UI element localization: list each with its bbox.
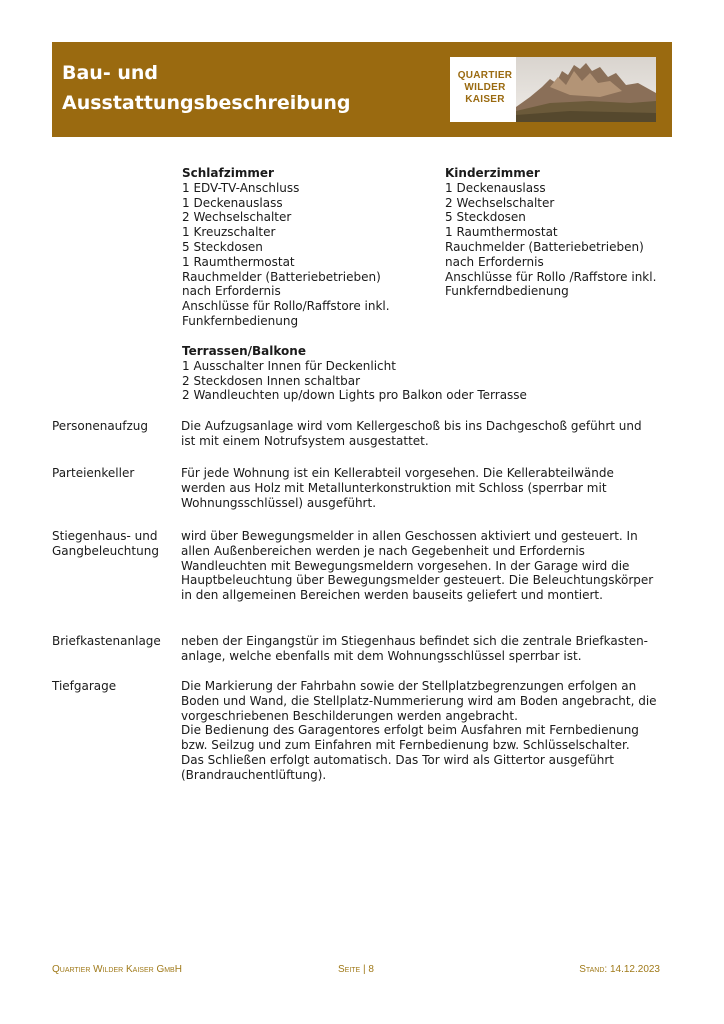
footer-page-number: 8 xyxy=(368,964,374,975)
text-line: Die Bedienung des Garagentores erfolgt beim Ausfahren mit Fernbedienung xyxy=(181,723,639,738)
list-item: nach Erfordernis xyxy=(182,284,281,299)
list-item: Rauchmelder (Batteriebetrieben) xyxy=(445,239,644,254)
list-item: 1 Kreuzschalter xyxy=(182,225,276,240)
section-label-parteienkeller xyxy=(52,466,134,481)
section-text-tiefgarage xyxy=(181,679,671,783)
list-item: Anschlüsse für Rollo /Raffstore inkl. xyxy=(445,269,657,284)
list-item: 2 Steckdosen Innen schaltbar xyxy=(182,373,361,388)
logo-line-1: QUARTIER xyxy=(457,70,513,81)
footer-stand: Stand: 14.12.2023 xyxy=(579,964,660,975)
text-line: Wandleuchten mit Bewegungsmeldern vorgesehen. In der Garage wird die xyxy=(181,558,630,573)
logo-line-2: WILDER xyxy=(464,82,506,93)
text-line: Für jede Wohnung ist ein Kellerabteil vorgesehen. Die Kellerabteilwände xyxy=(181,466,614,480)
label-line: Stiegenhaus- und xyxy=(52,529,158,543)
schlafzimmer-block xyxy=(182,166,390,329)
text-line: anlage, welche ebenfalls mit dem Wohnungsschlüssel sperrbar ist. xyxy=(181,648,582,663)
list-item: Rauchmelder (Batteriebetrieben) xyxy=(182,269,381,284)
text-line: Das Schließen erfolgt automatisch. Das Tor wird als Gittertor ausgeführt xyxy=(181,752,614,767)
footer-company: Quartier Wilder Kaiser GmbH xyxy=(52,964,182,975)
list-item: 1 Ausschalter Innen für Deckenlicht xyxy=(182,358,396,373)
list-item: nach Erfordernis xyxy=(445,254,544,269)
text-line: werden aus Holz mit Metallunterkonstruktion mit Schloss (sperrbar mit xyxy=(181,480,607,495)
text-line: wird über Bewegungsmelder in allen Geschossen aktiviert und gesteuert. In xyxy=(181,529,638,543)
text-line: Wohnungsschlüssel) ausgeführt. xyxy=(181,495,377,510)
text-line: bzw. Seilzug und zum Einfahren mit Fernbedienung bzw. Schlüsselschalter. xyxy=(181,738,630,753)
text-line: in den allgemeinen Bereichen werden bauseits geliefert und montiert. xyxy=(181,588,603,603)
text-line: allen Außenbereichen werden je nach Gegebenheit und Erfordernis xyxy=(181,543,585,558)
title-line-1: Bau- und xyxy=(62,62,158,84)
page-title xyxy=(62,58,351,118)
logo-wordmark xyxy=(454,70,516,106)
header-banner xyxy=(52,42,672,137)
text-line: Boden und Wand, die Stellplatz-Nummerierung wird am Boden angebracht, die xyxy=(181,693,657,708)
terrassen-block xyxy=(182,344,527,403)
section-label-personenaufzug xyxy=(52,419,148,434)
list-item: Anschlüsse für Rollo/Raffstore inkl. xyxy=(182,299,390,314)
list-item: 1 Deckenauslass xyxy=(445,180,546,195)
footer-page-label: Seite | xyxy=(338,964,366,975)
section-text-briefkasten xyxy=(181,634,671,664)
list-item: 1 Raumthermostat xyxy=(445,225,558,240)
list-item: 1 Raumthermostat xyxy=(182,254,295,269)
logo xyxy=(450,57,656,122)
terrassen-heading: Terrassen/Balkone xyxy=(182,344,306,358)
section-label-briefkasten xyxy=(52,634,161,649)
text-line: (Brandrauchentlüftung). xyxy=(181,767,327,782)
footer-page xyxy=(338,964,374,975)
text-line: Hauptbeleuchtung über Bewegungsmelder gesteuert. Die Beleuchtungskörper xyxy=(181,573,654,588)
list-item: 1 Deckenauslass xyxy=(182,195,283,210)
schlafzimmer-heading: Schlafzimmer xyxy=(182,166,274,180)
list-item: 5 Steckdosen xyxy=(182,239,263,254)
section-label-tiefgarage xyxy=(52,679,116,694)
text-line: ist mit einem Notrufsystem ausgestattet. xyxy=(181,433,429,448)
list-item: 2 Wandleuchten up/down Lights pro Balkon oder Terrasse xyxy=(182,388,527,403)
kinderzimmer-block xyxy=(445,166,656,299)
section-text-stiegenhaus xyxy=(181,529,671,603)
text-line: Die Markierung der Fahrbahn sowie der Stellplatzbegrenzungen erfolgen an xyxy=(181,679,637,693)
label-line: Gangbeleuchtung xyxy=(52,543,159,558)
label-line: Parteienkeller xyxy=(52,466,135,480)
title-line-2: Ausstattungsbeschreibung xyxy=(62,92,351,114)
section-label-stiegenhaus xyxy=(52,529,159,559)
kinderzimmer-heading: Kinderzimmer xyxy=(445,166,540,180)
label-line: Personenaufzug xyxy=(52,419,149,433)
section-text-personenaufzug xyxy=(181,419,671,449)
label-line: Briefkastenanlage xyxy=(52,634,161,648)
section-text-parteienkeller xyxy=(181,466,671,510)
text-line: vorgeschriebenen Beschilderungen werden angebracht. xyxy=(181,708,518,723)
page-footer xyxy=(52,964,672,980)
logo-line-3: KAISER xyxy=(465,94,505,105)
text-line: neben der Eingangstür im Stiegenhaus befindet sich die zentrale Briefkasten- xyxy=(181,634,649,648)
list-item: Funkfernbedienung xyxy=(182,313,299,328)
text-line: Die Aufzugsanlage wird vom Kellergeschoß bis ins Dachgeschoß geführt und xyxy=(181,419,642,433)
list-item: 5 Steckdosen xyxy=(445,210,526,225)
list-item: Funkferndbedienung xyxy=(445,284,569,299)
label-line: Tiefgarage xyxy=(52,679,117,693)
list-item: 2 Wechselschalter xyxy=(445,195,555,210)
list-item: 1 EDV-TV-Anschluss xyxy=(182,180,300,195)
list-item: 2 Wechselschalter xyxy=(182,210,292,225)
